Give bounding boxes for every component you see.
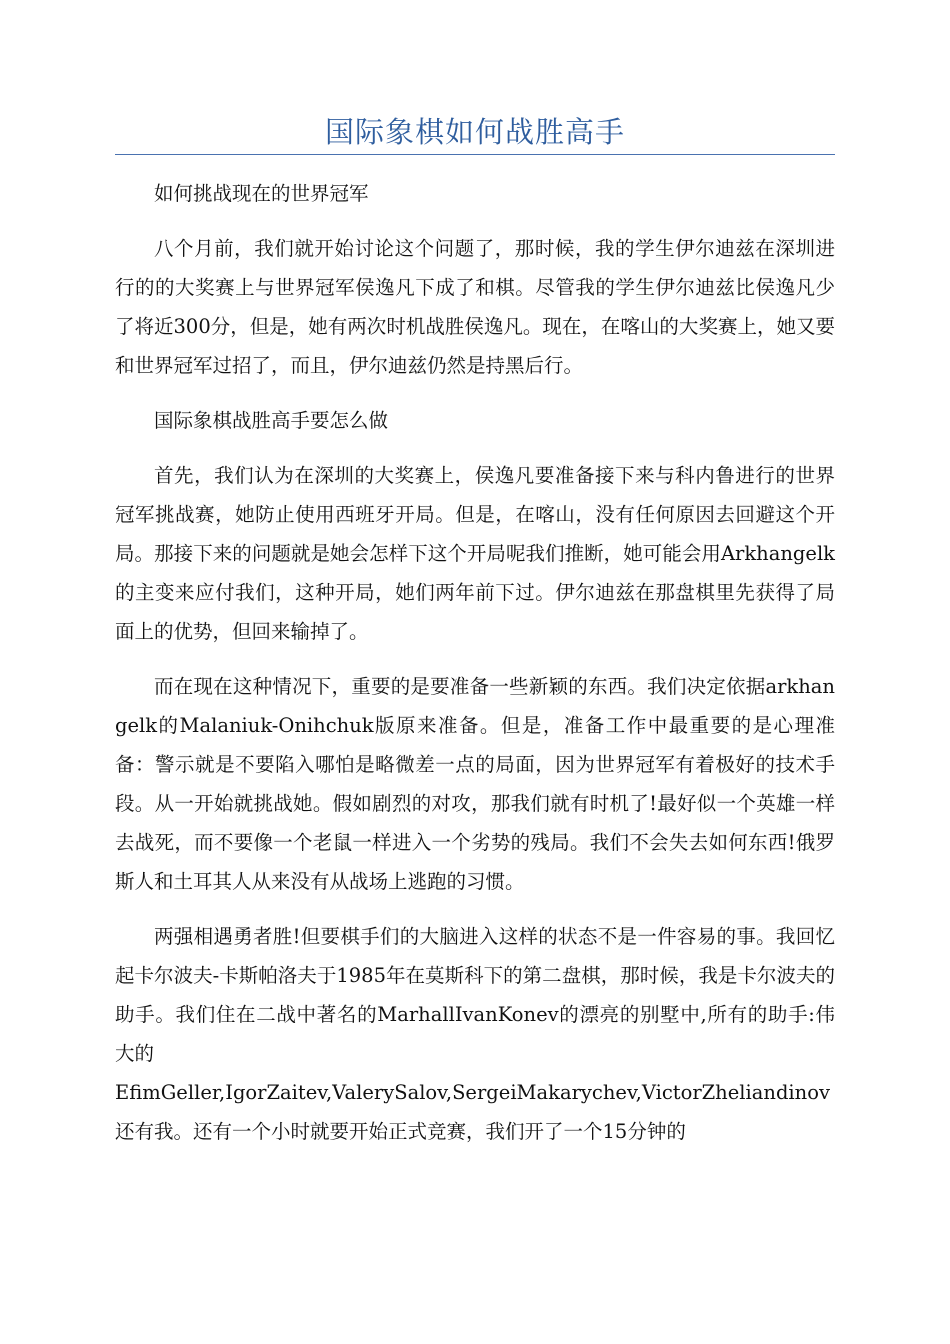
section-heading-how-to-win: 国际象棋战胜高手要怎么做	[154, 409, 389, 432]
paragraph: 首先，我们认为在深圳的大奖赛上，侯逸凡要准备接下来与科内鲁进行的世界冠军挑战赛，她防止使用西班牙开局。但是，在喀山，没有任何原因去回避这个开局。那接下来的问题就是她会怎样下这个开局呢我们推断，她可能会用Arkhangelk的主变来应付我们，这种开局，她们两年前下过。伊尔迪兹在那盘棋里先获得了局面上的优势，但回来输掉了。	[115, 464, 835, 643]
paragraph: EfimGeller,IgorZaitev,ValerySalov,SergeiMakarychev,VictorZheliandinov还有我。还有一个小时就要开始正式竞赛，我们开了一个15分钟的	[115, 1081, 830, 1143]
title-underline	[115, 154, 835, 155]
document-title: 国际象棋如何战胜高手	[324, 115, 625, 149]
paragraph: 八个月前，我们就开始讨论这个问题了，那时候，我的学生伊尔迪兹在深圳进行的的大奖赛上与世界冠军侯逸凡下成了和棋。尽管我的学生伊尔迪兹比侯逸凡少了将近300分，但是，她有两次时机战胜侯逸凡。现在，在喀山的大奖赛上，她又要和世界冠军过招了，而且，伊尔迪兹仍然是持黑后行。	[115, 237, 835, 377]
paragraph: 而在现在这种情况下，重要的是要准备一些新颖的东西。我们决定依据arkhangelk的Malaniuk-Onihchuk版原来准备。但是，准备工作中最重要的是心理准备：警示就是不要陷入哪怕是略微差一点的局面，因为世界冠军有着极好的技术手段。从一开始就挑战她。假如剧烈的对攻，那我们就有时机了!最好似一个英雄一样去战死，而不要像一个老鼠一样进入一个劣势的残局。我们不会失去如何东西!俄罗斯人和土耳其人从来没有从战场上逃跑的习惯。	[115, 675, 835, 893]
section-heading-challenge: 如何挑战现在的世界冠军	[154, 182, 369, 205]
document-body	[115, 174, 835, 1151]
paragraph: 两强相遇勇者胜!但要棋手们的大脑进入这样的状态不是一件容易的事。我回忆起卡尔波夫-卡斯帕洛夫于1985年在莫斯科下的第二盘棋，那时候，我是卡尔波夫的助手。我们住在二战中著名的MarhallIvanKonev的漂亮的别墅中,所有的助手:伟大的	[115, 925, 835, 1065]
